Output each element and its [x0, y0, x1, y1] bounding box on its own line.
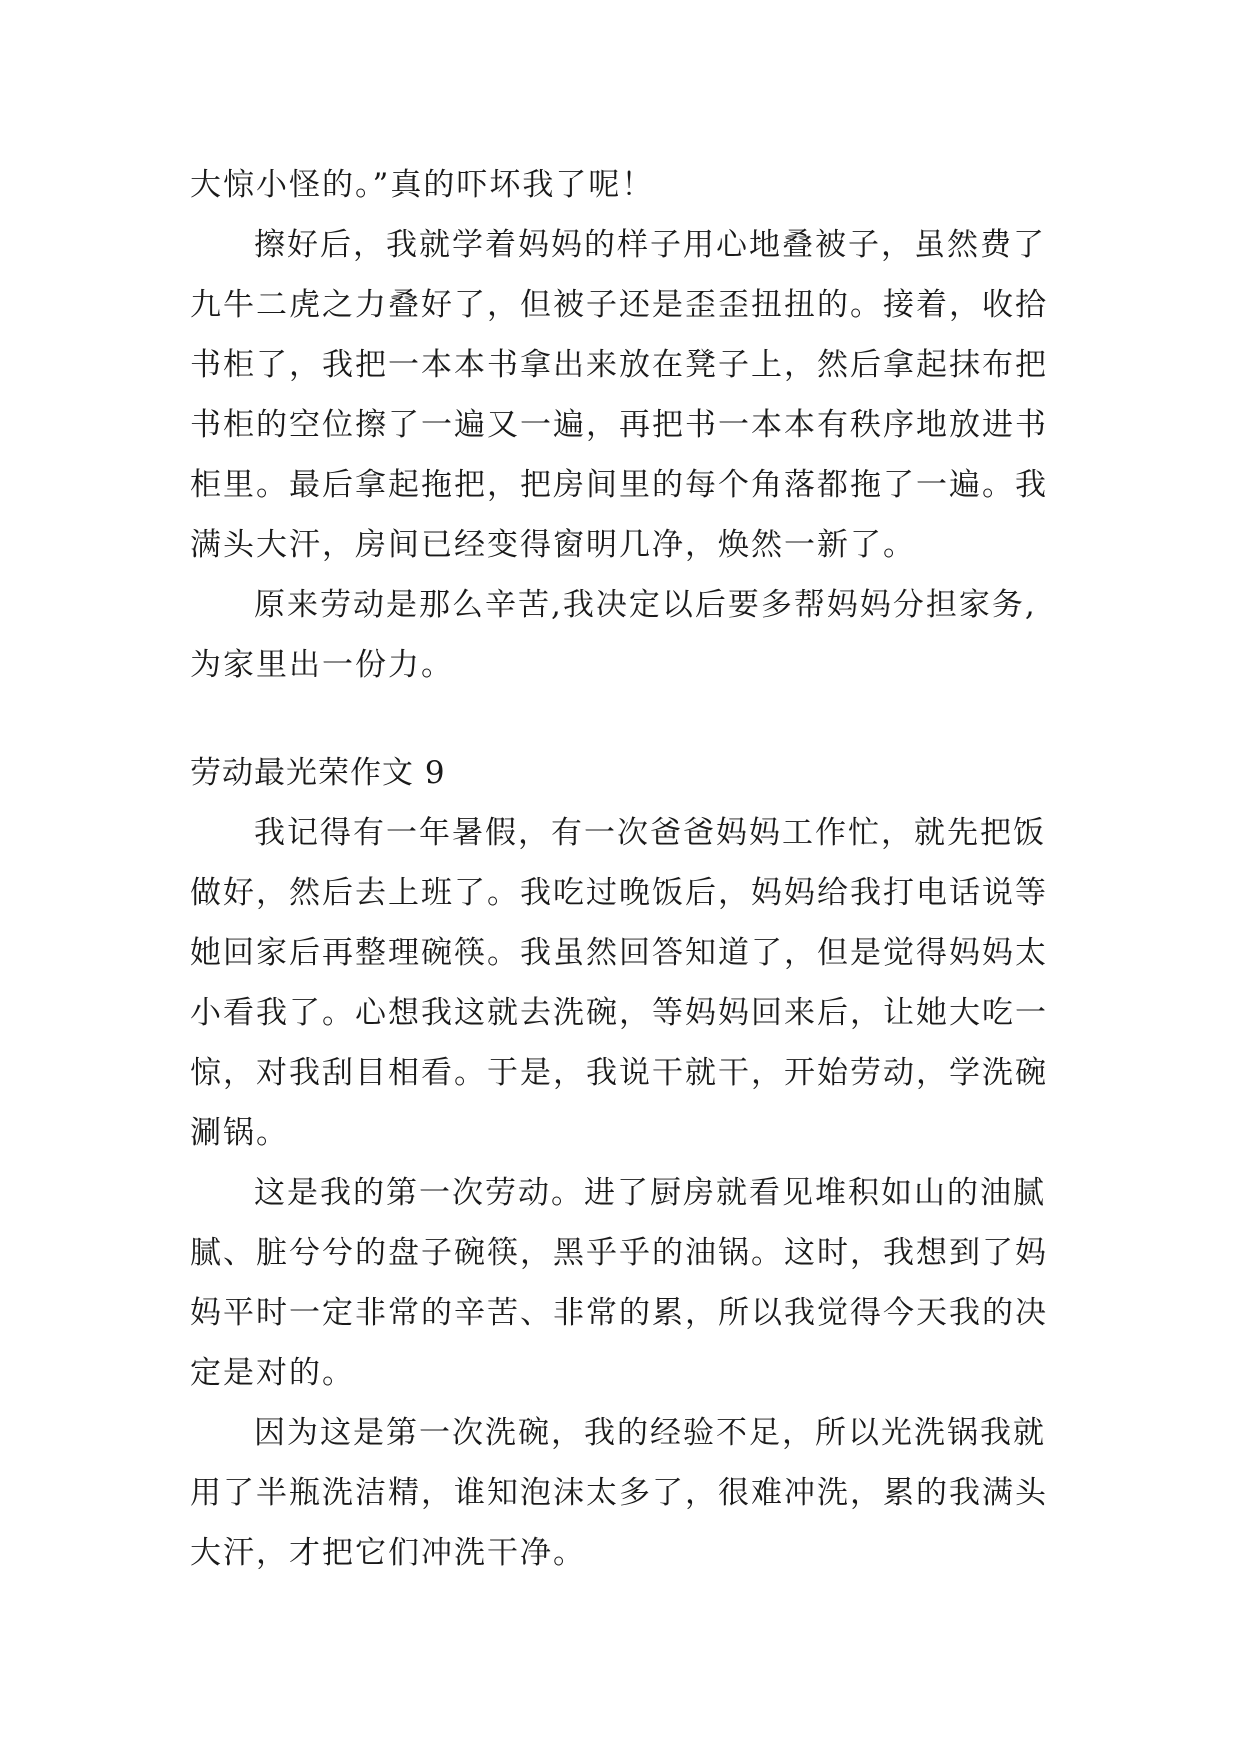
paragraph-line: 这是我的第一次劳动。进了厨房就看见堆积如山的油腻 — [254, 1175, 1046, 1211]
paragraph-line: 书柜的空位擦了一遍又一遍，再把书一本本有秩序地放进书 — [190, 407, 1048, 443]
paragraph-line: 书柜了，我把一本本书拿出来放在凳子上，然后拿起抹布把 — [190, 347, 1048, 383]
paragraph-line: 因为这是第一次洗碗，我的经验不足，所以光洗锅我就 — [254, 1415, 1046, 1451]
paragraph-line: 我记得有一年暑假，有一次爸爸妈妈工作忙，就先把饭 — [254, 815, 1046, 851]
paragraph-line: 用了半瓶洗洁精，谁知泡沫太多了，很难冲洗，累的我满头 — [190, 1475, 1048, 1511]
paragraph-line: 定是对的。 — [190, 1355, 355, 1391]
paragraph-line: 妈平时一定非常的辛苦、非常的累，所以我觉得今天我的决 — [190, 1295, 1048, 1331]
paragraph-line: 小看我了。心想我这就去洗碗，等妈妈回来后，让她大吃一 — [190, 995, 1048, 1031]
paragraph-line: 腻、脏兮兮的盘子碗筷，黑乎乎的油锅。这时，我想到了妈 — [190, 1235, 1048, 1271]
paragraph-line: 大惊小怪的。”真的吓坏我了呢！ — [190, 167, 655, 203]
section-gap — [190, 695, 1050, 743]
document-body — [190, 155, 1050, 1583]
paragraph-line: 涮锅。 — [190, 1115, 289, 1151]
paragraph-line: 大汗，才把它们冲洗干净。 — [190, 1535, 586, 1571]
paragraph-line: 惊，对我刮目相看。于是，我说干就干，开始劳动，学洗碗 — [190, 1055, 1048, 1091]
paragraph-line: 九牛二虎之力叠好了，但被子还是歪歪扭扭的。接着，收拾 — [190, 287, 1048, 323]
section-title: 劳动最光荣作文 9 — [190, 755, 446, 791]
paragraph-line: 柜里。最后拿起拖把，把房间里的每个角落都拖了一遍。我 — [190, 467, 1048, 503]
paragraph-line: 原来劳动是那么辛苦,我决定以后要多帮妈妈分担家务, — [254, 587, 1037, 623]
paragraph-line: 满头大汗，房间已经变得窗明几净，焕然一新了。 — [190, 527, 916, 563]
paragraph-line: 做好，然后去上班了。我吃过晚饭后，妈妈给我打电话说等 — [190, 875, 1048, 911]
paragraph-line: 她回家后再整理碗筷。我虽然回答知道了，但是觉得妈妈太 — [190, 935, 1048, 971]
paragraph-line: 擦好后，我就学着妈妈的样子用心地叠被子，虽然费了 — [254, 227, 1046, 263]
paragraph-line: 为家里出一份力。 — [190, 647, 454, 683]
